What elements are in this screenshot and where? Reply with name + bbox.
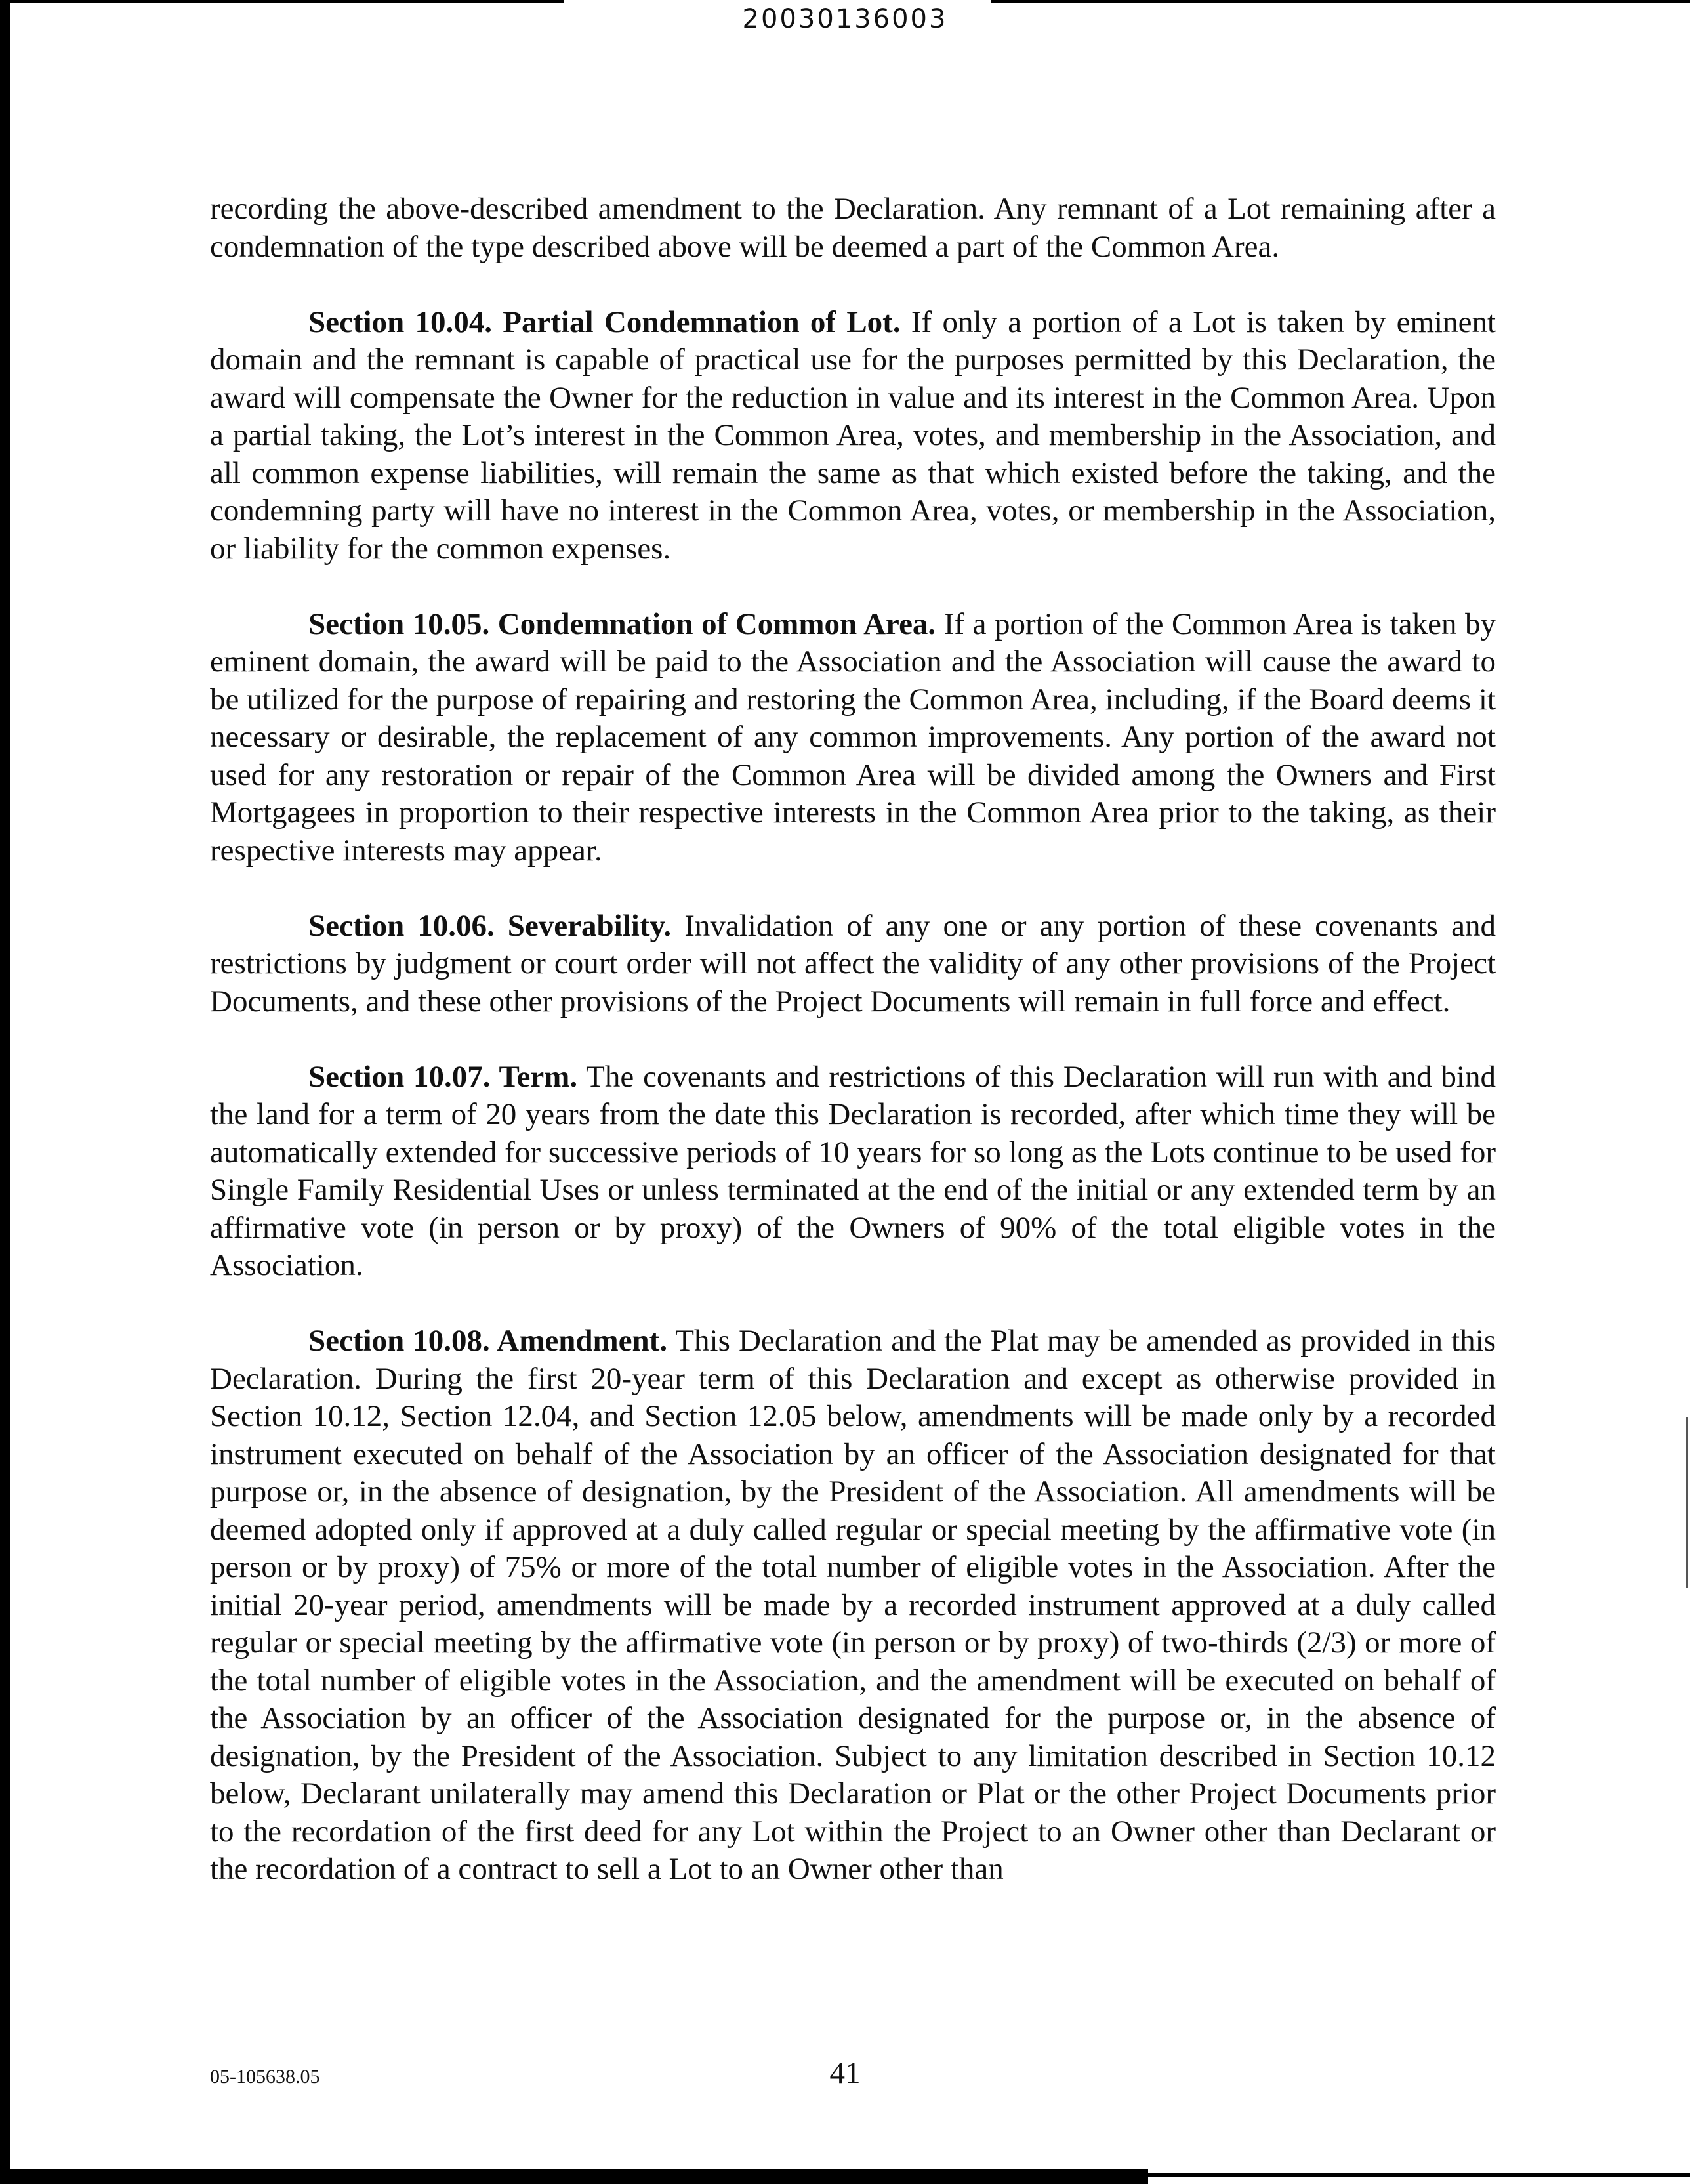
section-10-05-text: If a portion of the Common Area is taken by eminent domain, the award will be paid to the Association and the Association will cause the award to be utilized for the purpose of repairing and restoring the Common Area, including, if the Board deems it necessary or desirable, the replacement of any common improvements. Any portion of the award not used for any restoration or repair of the Common Area will be divided among the Owners and First Mortgagees in proportion to their respective interests in the Common Area prior to the taking, as their respective interests may appear. — [210, 606, 1496, 868]
section-10-06-paragraph — [210, 908, 1496, 1021]
section-10-04-text: If only a portion of a Lot is taken by eminent domain and the remnant is capable of practical use for the purposes permitted by this Declaration, the award will compensate the Owner for the reduction in value and its interest in the Common Area. Upon a partial taking, the Lot’s interest in the Common Area, votes, and membership in the Association, and all common expense liabilities, will remain the same as that which existed before the taking, and the condemning party will have no interest in the Common Area, votes, or membership in the Association, or liability for the common expenses. — [210, 304, 1496, 566]
section-10-04-heading: Section 10.04. Partial Condemnation of Lot. — [308, 304, 901, 339]
document-number: 20030136003 — [742, 4, 948, 34]
scan-border-bottom — [0, 2169, 1148, 2184]
scan-border-left — [0, 0, 10, 2184]
intro-paragraph: recording the above-described amendment to the Declaration. Any remnant of a Lot remaining after a condemnation of the type described above will be deemed a part of the Common Area. — [210, 192, 1496, 264]
section-10-08-paragraph — [210, 1322, 1496, 1889]
section-10-08-heading: Section 10.08. Amendment. — [308, 1324, 668, 1358]
section-10-06-heading: Section 10.06. Severability. — [308, 908, 672, 943]
footer-document-code: 05-105638.05 — [210, 2066, 320, 2088]
scan-margin-mark — [1686, 1418, 1688, 1588]
section-10-07-paragraph — [210, 1059, 1496, 1285]
page-number: 41 — [829, 2056, 861, 2090]
section-10-07-heading: Section 10.07. Term. — [308, 1059, 578, 1094]
section-10-05-paragraph — [210, 606, 1496, 870]
page-body — [210, 190, 1496, 1926]
section-10-05-heading: Section 10.05. Condemnation of Common Area. — [308, 606, 936, 641]
section-10-04-paragraph — [210, 304, 1496, 568]
section-10-06-text: Invalidation of any one or any portion of these covenants and restrictions by judgment or court order will not affect the validity of any other provisions of the Project Documents, and these other provisions of the Project Documents will remain in full force and effect. — [210, 908, 1496, 1018]
scan-border-bottom-thin — [1148, 2174, 1690, 2177]
section-10-07-text: The covenants and restrictions of this Declaration will run with and bind the land for a term of 20 years from the date this Declaration is recorded, after which time they will be automatically extended for successive periods of 10 years for so long as the Lots continue to be used for Single Family Residential Uses or unless terminated at the end of the initial or any extended term by an affirmative vote (in person or by proxy) of the Owners of 90% of the total eligible votes in the Association. — [210, 1059, 1496, 1282]
section-10-08-text: This Declaration and the Plat may be amended as provided in this Declaration. During the first 20-year term of this Declaration and except as otherwise provided in Section 10.12, Section 12.04, and Section 12.05 below, amendments will be made only by a recorded instrument executed on behalf of the Association by an officer of the Association designated for that purpose or, in the absence of designation, by the President of the Association. All amendments will be deemed adopted only if approved at a duly called regular or special meeting by the affirmative vote (in person or by proxy) of 75% or more of the total number of eligible votes in the Association. After the initial 20-year period, amendments will be made by a recorded instrument approved at a duly called regular or special meeting by the affirmative vote (in person or by proxy) of two-thirds (2/3) or more of the total number of eligible votes in the Association, and the amendment will be executed on behalf of the Association by an officer of the Association designated for the purpose or, in the absence of designation, by the President of the Association. Subject to any limitation described in Section 10.12 below, Declarant unilaterally may amend this Declaration or Plat or the other Project Documents prior to the recordation of the first deed for any Lot within the Project to an Owner other than Declarant or the recordation of a contract to sell a Lot to an Owner other than — [210, 1324, 1496, 1886]
